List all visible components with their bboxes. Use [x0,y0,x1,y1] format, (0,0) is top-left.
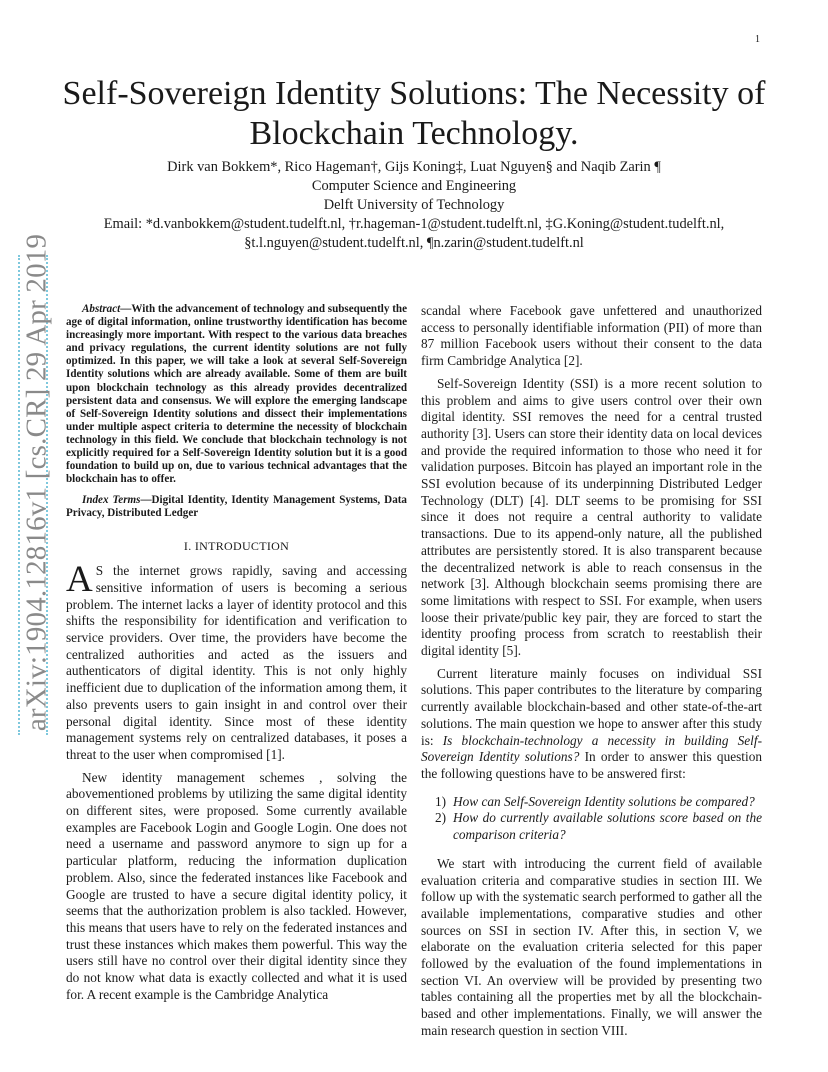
research-question: Is blockchain-technology a necessity in building Self-Sovereign Identity solutions? [421,732,762,765]
intro-paragraph-1-text: S the internet grows rapidly, saving and accessing sensitive information of users is becoming a serious problem. The internet lacks a layer of identity protocol and this shifts the responsibility for identification and verification to service providers. Over time, the providers have become the centralized authorities and acted as the issuers and authenticators of digital identity. This is not only highly inefficient due to duplication of the information among them, it also prevents users to gain insight in and control over their personal digital identity. Since most of these identity management systems rely on centralized databases, it poses a threat to the user when compromised [1]. [66,563,407,762]
department: Computer Science and Engineering [311,178,517,194]
section-heading-introduction: I. INTRODUCTION [183,538,290,553]
drop-cap: A [66,559,93,601]
right-paragraph-3-end: In order to answer this question the following questions have to be answered first: [421,749,762,781]
left-column [66,303,407,1003]
question-number: 1) [435,793,447,809]
question-text: How can Self-Sovereign Identity solutions be compared? [453,793,755,809]
index-terms [66,494,407,520]
right-column [421,303,762,1040]
index-terms-label: Index Terms [82,494,141,507]
question-text: How do currently available solutions score based on the comparison criteria? [453,810,762,843]
paper-title: Self-Sovereign Identity Solutions: The Necessity of Blockchain Technology. [62,75,766,152]
email-line-1: Email: *d.vanbokkem@student.tudelft.nl, †r.hageman-1@student.tudelft.nl, ‡G.Koning@student.tudelft.nl, [103,216,725,232]
right-paragraph-2: Self-Sovereign Identity (SSI) is a more recent solution to this problem and aims to give users control over their own digital identity. SSI removes the need for a central trusted authority [3]. Users can store their identity data on local devices and provide the required information to those who need it for validation purposes. Bitcoin has played an important role in the SSI evolution because of its underpinning Distributed Ledger Technology (DLT) [4]. DLT seems to be promising for SSI since it does not require a central authority to validate transactions. Due to its append-only nature, all the published attributes are persistently stored. It is also transparent because the decentralized network is able to reach consensus in the network [3]. Although blockchain seems promising there are some limitations with respect to SSI. For example, when users loose their private/public key pair, they are forced to start the identity proofing process from scratch to reestablish their digital identity [5]. [421,375,762,659]
right-paragraph-3-start: Current literature mainly focuses on individual SSI solutions. This paper contributes to the literature by comparing currently available blockchain-based and other state-of-the-art solutions. The main question we hope to answer after this study is: [421,665,762,748]
abstract [66,303,407,486]
intro-paragraph-1 [66,559,407,763]
author-block [60,158,768,253]
author-names: Dirk van Bokkem*, Rico Hageman†, Gijs Koning‡, Luat Nguyen§ and Naqib Zarin ¶ [167,159,661,175]
question-list [421,794,762,844]
abstract-text: —With the advancement of technology and subsequently the age of digital information, online trustworthy identification has become increasingly more important. With respect to the various data breaches and privacy regulations, the current identity solutions are not fully optimized. In this paper, we will take a look at several Self-Sovereign Identity solutions which are already available. Some of them are built upon blockchain technology as this already provides decentralized persistent data and consensus. We will explore the emerging landscape of Self-Sovereign Identity solutions and dissect their implementations under multiple aspect criteria to determine the necessity of blockchain technology in this field. We conclude that blockchain technology is not explicitly required for a Self-Sovereign Identity solution but it is a good foundation to build up on, due to various technical advantages that the blockchain has to offer. [66,303,407,486]
right-paragraph-3 [421,666,762,783]
right-paragraph-4: We start with introducing the current field of available evaluation criteria and comparative studies in section III. We follow up with the systematic search performed to gather all the available implementations, comparative studies and other sources on SSI in section IV. After this, in section V, we elaborate on the evaluation criteria selected for this paper followed by the evaluation of the found implementations in section VI. An overview will be provided by presenting two tables containing all the properties met by all the blockchain-based and other implementations. Finally, we will answer the main research question in section VIII. [421,855,762,1038]
arxiv-stamp-text: arXiv:1904.12816v1 [cs.CR] 29 Apr 2019 [20,233,53,732]
page-number: 1 [755,34,760,45]
right-paragraph-1: scandal where Facebook gave unfettered and unauthorized access to personally identifiable information (PII) of more than 87 million Facebook users without their consent to the data firm Cambridge Analytica [2]. [421,303,762,369]
email-line-2: §t.l.nguyen@student.tudelft.nl, ¶n.zarin@student.tudelft.nl [244,235,584,251]
abstract-label: Abstract [82,303,121,315]
index-terms-text: —Digital Identity, Identity Management Systems, Data Privacy, Distributed Ledger [66,494,407,520]
intro-paragraph-2: New identity management schemes , solving the abovementioned problems by utilizing the same digital identity on different sites, were proposed. Some currently available examples are Facebook Login and Google Login. One does not need a username and password anymore to sign up for a particular platform, reducing the information duplication problem. Also, since the federated instances like Facebook and Google are trusted to have a secure digital identity policy, it seems that the authorization problem is also tackled. However, this means that users have to rely on the federated instances and trust these instances which makes them powerful. This way the users still have no control over their digital identity since they do not know what data is exactly collected and what it is used for. A recent example is the Cambridge Analytica [66,769,407,1002]
question-item [435,810,762,843]
university: Delft University of Technology [323,197,505,213]
question-number: 2) [435,810,447,826]
question-item [435,794,762,811]
